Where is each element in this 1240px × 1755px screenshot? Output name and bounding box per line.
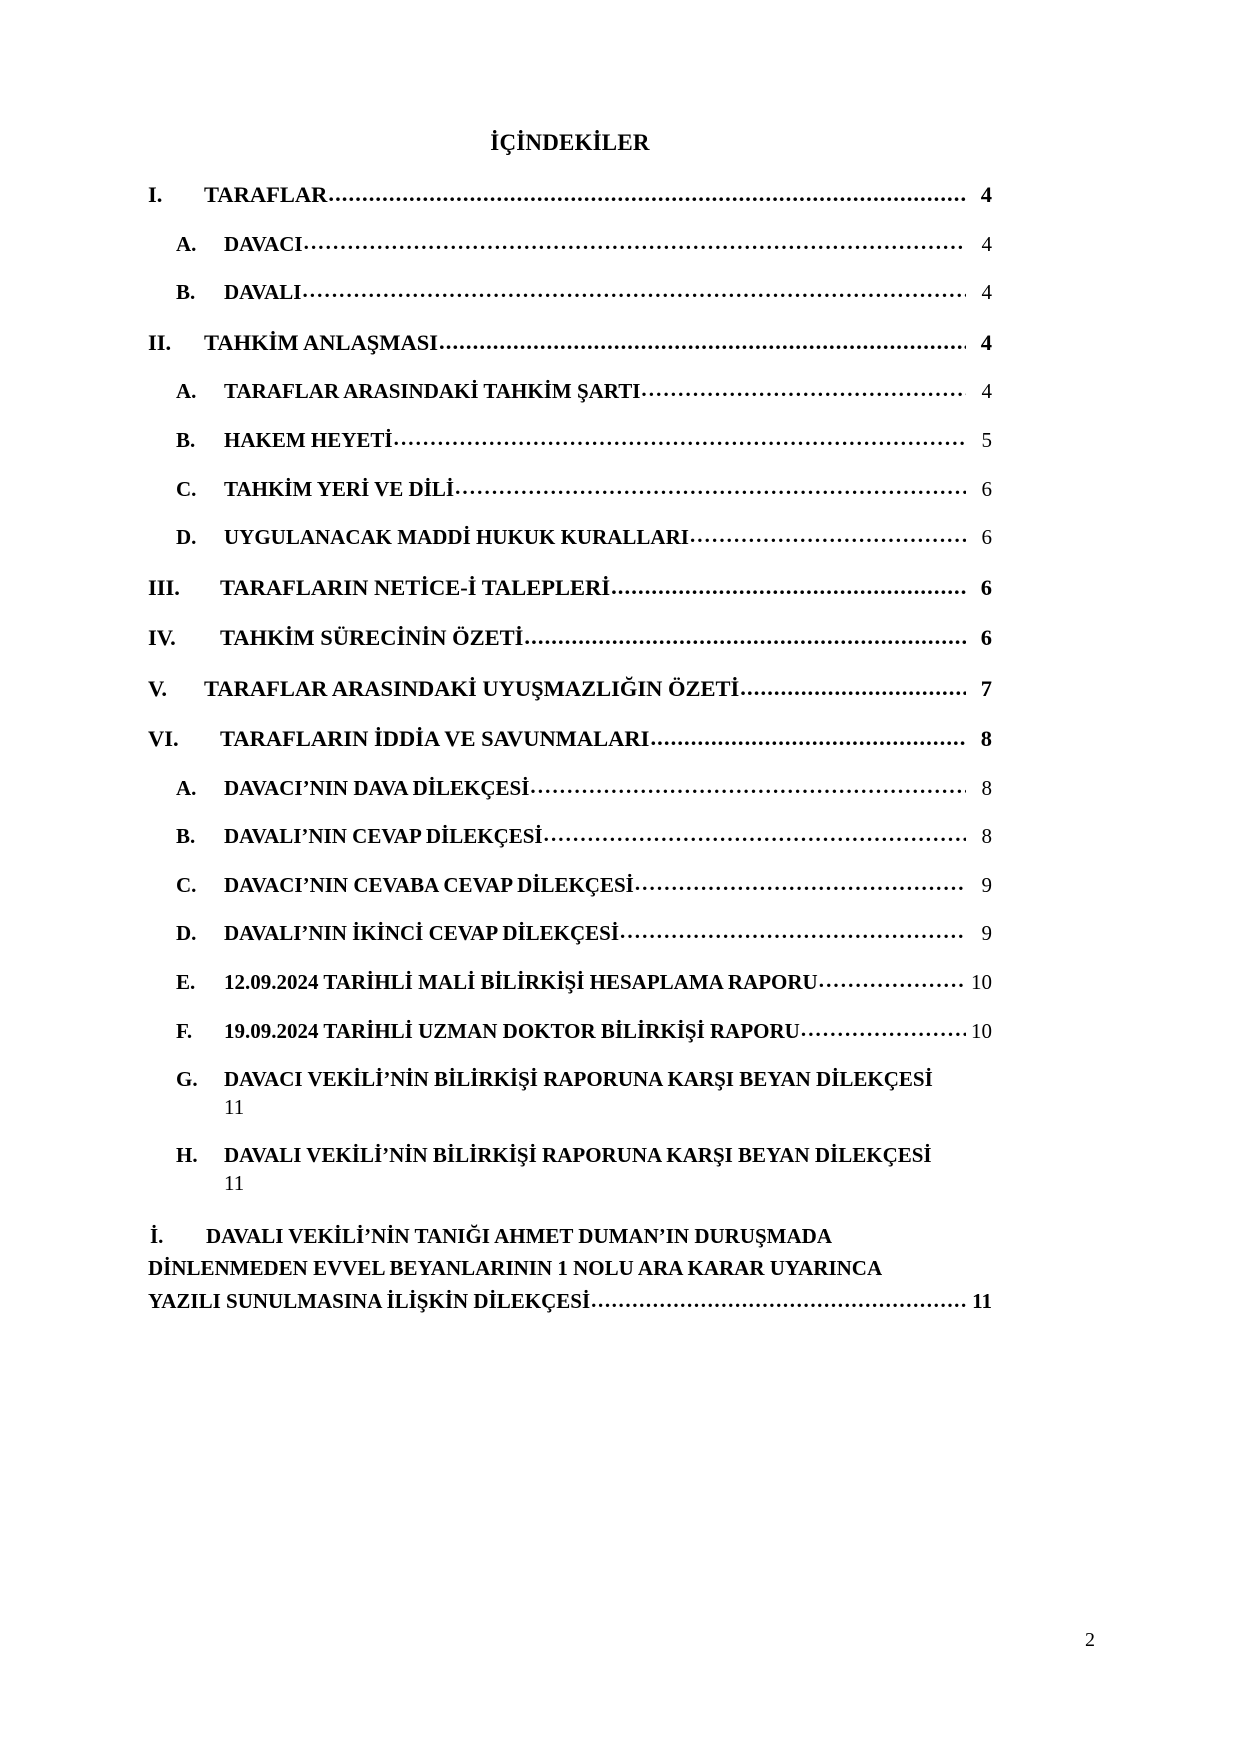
toc-entry-label: DAVALI’NIN İKİNCİ CEVAP DİLEKÇESİ (224, 921, 620, 946)
toc-page-number: 6 (980, 574, 992, 600)
toc-entry-body (220, 574, 967, 601)
toc-entry-label: DAVALI (224, 280, 302, 305)
toc-entry-number: G. (176, 1067, 198, 1092)
toc-entry-label: HAKEM HEYETİ (224, 428, 393, 452)
toc-entry-body (148, 1285, 992, 1318)
toc-entry-number: A. (176, 379, 197, 404)
toc-entry-line-1 (148, 1220, 992, 1253)
toc-entry-line-3 (148, 1285, 992, 1318)
toc-entry-body (224, 525, 967, 551)
table-of-contents (148, 181, 992, 1317)
toc-entry-label: TARAFLAR (204, 182, 328, 208)
toc-page-number: 6 (981, 476, 992, 501)
toc-entry-body (220, 624, 967, 651)
toc-entry-number: C. (176, 872, 197, 897)
toc-page-number: 8 (980, 726, 992, 752)
toc-entry-label-line-3: YAZILI SUNULMASINA İLİŞKİN DİLEKÇESİ (148, 1288, 591, 1313)
toc-entry-ii-a[interactable] (148, 379, 992, 405)
toc-entry-label: TARAFLARIN NETİCE-İ TALEPLERİ (220, 574, 611, 600)
toc-entry-label: DAVACI (224, 231, 303, 256)
toc-page-number: 6 (980, 625, 992, 651)
toc-entry-vi-g[interactable] (148, 1067, 992, 1120)
toc-leader-dots (801, 1017, 966, 1043)
toc-page-number: 4 (981, 379, 992, 404)
toc-entry-label: TARAFLAR ARASINDAKİ UYUŞMAZLIĞIN ÖZETİ (204, 675, 740, 701)
toc-entry-number: V. (148, 675, 167, 701)
toc-entry-ii-b[interactable] (148, 428, 992, 454)
toc-entry-number: D. (176, 525, 197, 550)
toc-entry-label: 19.09.2024 TARİHLİ UZMAN DOKTOR BİLİRKİŞİ RAPORU (224, 1018, 800, 1043)
toc-page-number: 9 (981, 921, 992, 946)
toc-entry-body (224, 379, 967, 405)
toc-entry-vi-i[interactable] (148, 1220, 992, 1318)
toc-leader-dots (530, 774, 966, 800)
toc-leader-dots (439, 328, 966, 355)
toc-entry-i[interactable] (148, 181, 992, 208)
toc-entry-body (224, 873, 967, 899)
toc-entry-number: A. (176, 231, 197, 256)
toc-entry-body (224, 232, 967, 258)
toc-leader-dots (690, 523, 966, 549)
toc-entry-number: E. (176, 970, 196, 995)
toc-entry-body (204, 181, 967, 208)
toc-leader-dots (328, 180, 966, 207)
toc-entry-label: TARAFLARIN İDDİA VE SAVUNMALARI (220, 726, 650, 752)
toc-entry-vi-c[interactable] (148, 873, 992, 899)
toc-leader-dots (740, 674, 966, 701)
toc-leader-dots (650, 724, 966, 751)
toc-entry-ii[interactable] (148, 329, 992, 356)
toc-entry-body (224, 921, 967, 947)
toc-entry-label: TAHKİM YERİ VE DİLİ (224, 476, 455, 501)
toc-page-number: 10 (971, 970, 992, 995)
toc-entry-vi-d[interactable] (148, 921, 992, 947)
toc-entry-number: C. (176, 476, 197, 501)
toc-page-number: 8 (981, 775, 992, 800)
toc-page-number: 4 (980, 182, 992, 208)
toc-entry-body (204, 329, 967, 356)
toc-entry-number: İ. (150, 1223, 164, 1248)
toc-page-number: 11 (224, 1094, 245, 1119)
page-title: İÇİNDEKİLER (490, 130, 650, 155)
toc-entry-vi-h[interactable] (148, 1143, 992, 1196)
toc-leader-dots (611, 573, 966, 600)
toc-entry-body (204, 675, 967, 702)
toc-page-number: 7 (980, 675, 992, 701)
toc-page-number: 6 (981, 525, 992, 550)
footer-page-number: 2 (1085, 1629, 1095, 1651)
toc-entry-line-2 (148, 1252, 992, 1285)
toc-entry-number: I. (148, 182, 163, 208)
toc-leader-dots (591, 1284, 966, 1317)
toc-entry-body (224, 776, 967, 802)
toc-page-number: 4 (980, 329, 992, 355)
toc-page-number: 9 (981, 872, 992, 897)
toc-leader-dots (620, 919, 966, 945)
toc-entry-vi[interactable] (148, 725, 992, 752)
toc-leader-dots (635, 871, 966, 897)
toc-page-number: 10 (971, 1018, 992, 1043)
toc-entry-i-a[interactable] (148, 232, 992, 258)
toc-entry-vi-f[interactable] (148, 1019, 992, 1045)
toc-leader-dots (455, 475, 966, 501)
toc-entry-vi-e[interactable] (148, 970, 992, 996)
toc-page-number: 11 (224, 1171, 245, 1196)
toc-leader-dots (641, 377, 966, 403)
toc-leader-dots (819, 968, 966, 994)
toc-entry-label: 12.09.2024 TARİHLİ MALİ BİLİRKİŞİ HESAPLAMA RAPORU (224, 970, 818, 995)
toc-entry-ii-d[interactable] (148, 525, 992, 551)
toc-entry-number: III. (148, 574, 180, 600)
toc-entry-label-line-2: DİNLENMEDEN EVVEL BEYANLARININ 1 NOLU ARA KARAR UYARINCA (148, 1256, 883, 1281)
toc-entry-body (176, 1067, 992, 1093)
toc-entry-label: TAHKİM ANLAŞMASI (204, 329, 438, 355)
toc-entry-i-b[interactable] (148, 280, 992, 306)
toc-entry-label: DAVACI’NIN CEVABA CEVAP DİLEKÇESİ (224, 872, 634, 897)
toc-entry-number: II. (148, 329, 172, 355)
toc-entry-body (176, 1143, 992, 1169)
toc-entry-iii[interactable] (148, 574, 992, 601)
toc-entry-body (224, 970, 967, 996)
toc-entry-vi-a[interactable] (148, 776, 992, 802)
toc-entry-iv[interactable] (148, 624, 992, 651)
toc-leader-dots (524, 623, 966, 650)
toc-entry-body (220, 725, 967, 752)
toc-entry-number: VI. (148, 726, 179, 752)
toc-entry-label: DAVALI’NIN CEVAP DİLEKÇESİ (224, 824, 543, 849)
toc-entry-number: B. (176, 824, 196, 849)
toc-entry-body (224, 824, 967, 850)
toc-entry-label: DAVALI VEKİLİ’NİN BİLİRKİŞİ RAPORUNA KARŞI BEYAN DİLEKÇESİ (224, 1143, 932, 1168)
toc-page-number: 8 (981, 824, 992, 849)
toc-entry-number: H. (176, 1143, 198, 1168)
toc-entry-vi-b[interactable] (148, 824, 992, 850)
toc-entry-label: TAHKİM SÜRECİNİN ÖZETİ (220, 625, 524, 651)
toc-entry-ii-c[interactable] (148, 477, 992, 503)
toc-entry-body (224, 1019, 967, 1045)
toc-page-number: 11 (972, 1288, 992, 1313)
page-content (148, 0, 992, 1340)
toc-entry-label-line-1: DAVALI VEKİLİ’NİN TANIĞI AHMET DUMAN’IN DURUŞMADA (206, 1223, 833, 1248)
toc-leader-dots (302, 278, 966, 304)
toc-entry-number: B. (176, 280, 196, 305)
toc-entry-number: F. (176, 1018, 193, 1043)
toc-entry-number: B. (176, 428, 196, 452)
toc-entry-number: A. (176, 775, 197, 800)
toc-page-number: 4 (981, 231, 992, 256)
toc-entry-body (224, 477, 967, 503)
toc-entry-body (224, 428, 967, 454)
toc-entry-label: DAVACI VEKİLİ’NİN BİLİRKİŞİ RAPORUNA KARŞI BEYAN DİLEKÇESİ (224, 1067, 933, 1092)
toc-entry-v[interactable] (148, 675, 992, 702)
toc-entry-body (224, 280, 967, 306)
toc-entry-number: D. (176, 921, 197, 946)
toc-page-number: 5 (981, 428, 992, 452)
toc-leader-dots (304, 230, 966, 256)
toc-page-number: 4 (981, 280, 992, 305)
toc-entry-label: DAVACI’NIN DAVA DİLEKÇESİ (224, 775, 530, 800)
toc-entry-number: IV. (148, 625, 176, 651)
toc-entry-label: UYGULANACAK MADDİ HUKUK KURALLARI (224, 525, 689, 550)
toc-leader-dots (544, 822, 966, 848)
toc-entry-label: TARAFLAR ARASINDAKİ TAHKİM ŞARTI (224, 379, 641, 404)
toc-leader-dots (394, 426, 966, 452)
